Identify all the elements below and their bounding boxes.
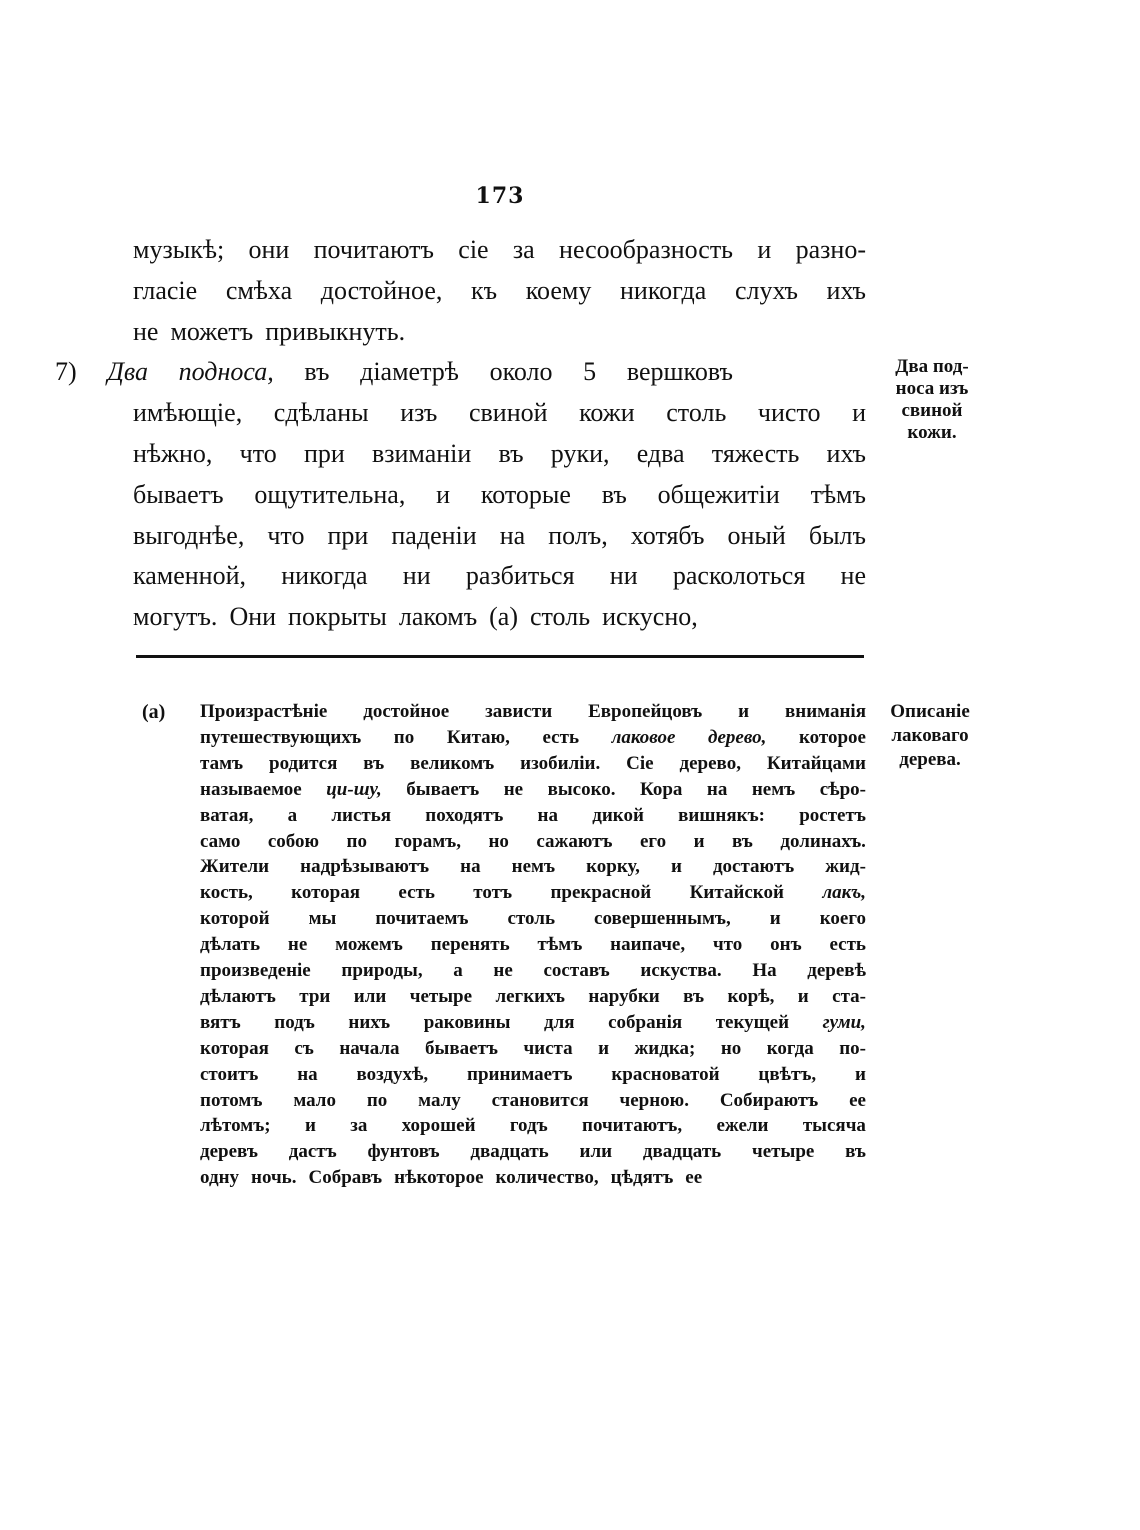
main-line: имѣющіе, сдѣланы изъ свиной кожи столь чисто и — [133, 398, 866, 428]
main-line: не можетъ привыкнуть. — [133, 316, 406, 346]
page-number: 173 — [475, 183, 525, 209]
fn-line: которой мы почитаемъ столь совершеннымъ, и коего — [200, 908, 866, 930]
margin-note-lacquer-tree — [880, 700, 980, 772]
main-line: музыкѣ; они почитаютъ сіе за несообразность и разно- — [133, 235, 866, 264]
note1-line: свиной — [901, 400, 963, 421]
footnote-rule — [136, 655, 864, 658]
fn-line: стоитъ на воздухѣ, принимаетъ красноватой цвѣтъ, и — [200, 1063, 866, 1085]
fn-line: потомъ мало по малу становится черною. Собираютъ ее — [200, 1089, 866, 1111]
fn-line: вятъ подъ нихъ раковины для собранія текущей гуми, — [200, 1011, 866, 1033]
fn-line: лѣтомъ; и за хорошей годъ почитаютъ, ежели тысяча — [200, 1115, 866, 1137]
fn-line: Жители надрѣзываютъ на немъ корку, и достаютъ жид- — [200, 856, 866, 878]
note2-line: дерева. — [899, 749, 961, 770]
main-line: нѣжно, что при взиманіи въ руки, едва тяжесть ихъ — [133, 439, 866, 468]
fn-line: деревъ дастъ фунтовъ двадцать или двадцать четыре въ — [200, 1141, 866, 1163]
main-line: могутъ. Они покрыты лакомъ (а) столь искусно, — [133, 602, 698, 632]
fn-line: Произрастѣніе достойное зависти Европейцовъ и вниманія — [200, 701, 866, 722]
fn-line: называемое ци-шу, бываетъ не высоко. Кора на немъ сѣро- — [200, 778, 866, 800]
main-line: 7) Два подноса, въ діаметрѣ около 5 вершковъ — [55, 357, 733, 387]
note1-line: кожи. — [907, 422, 957, 443]
note1-line: носа изъ — [895, 378, 969, 399]
fn-line: одну ночь. Собравъ нѣкоторое количество, цѣдятъ ее — [200, 1167, 703, 1189]
fn-line: само собою по горамъ, но сажаютъ его и въ долинахъ. — [200, 830, 866, 852]
fn-line: которая съ начала бываетъ чиста и жидка; но когда по- — [200, 1037, 866, 1059]
fn-line: ватая, а листья походятъ на дикой вишнякъ: ростетъ — [200, 804, 866, 826]
main-line: выгоднѣе, что при паденіи на полъ, хотябъ оный былъ — [133, 520, 866, 550]
footnote-label: (а) — [142, 701, 166, 723]
fn-line: произведеніе природы, а не составъ искуства. На деревѣ — [200, 960, 866, 981]
note2-line: лаковаго — [891, 725, 969, 746]
fn-line: дѣлаютъ три или четыре легкихъ нарубки въ корѣ, и ста- — [200, 985, 866, 1007]
margin-note-trays — [884, 356, 980, 444]
fn-line: тамъ родится въ великомъ изобиліи. Сіе дерево, Китайцами — [200, 752, 866, 774]
main-line: бываетъ ощутительна, и которые въ общежитіи тѣмъ — [133, 479, 866, 509]
fn-line: кость, которая есть тотъ прекрасной Китайской лакъ, — [200, 882, 866, 904]
note1-line: Два под- — [895, 356, 969, 377]
fn-line: дѣлать не можемъ перенять тѣмъ наипаче, что онъ есть — [200, 934, 866, 956]
note2-line: Описаніе — [890, 701, 970, 722]
fn-line: путешествующихъ по Китаю, есть лаковое дерево, которое — [200, 726, 866, 748]
main-line: гласіе смѣха достойное, къ коему никогда слухъ ихъ — [133, 275, 866, 305]
main-line: каменной, никогда ни разбиться ни расколоться не — [133, 561, 866, 591]
